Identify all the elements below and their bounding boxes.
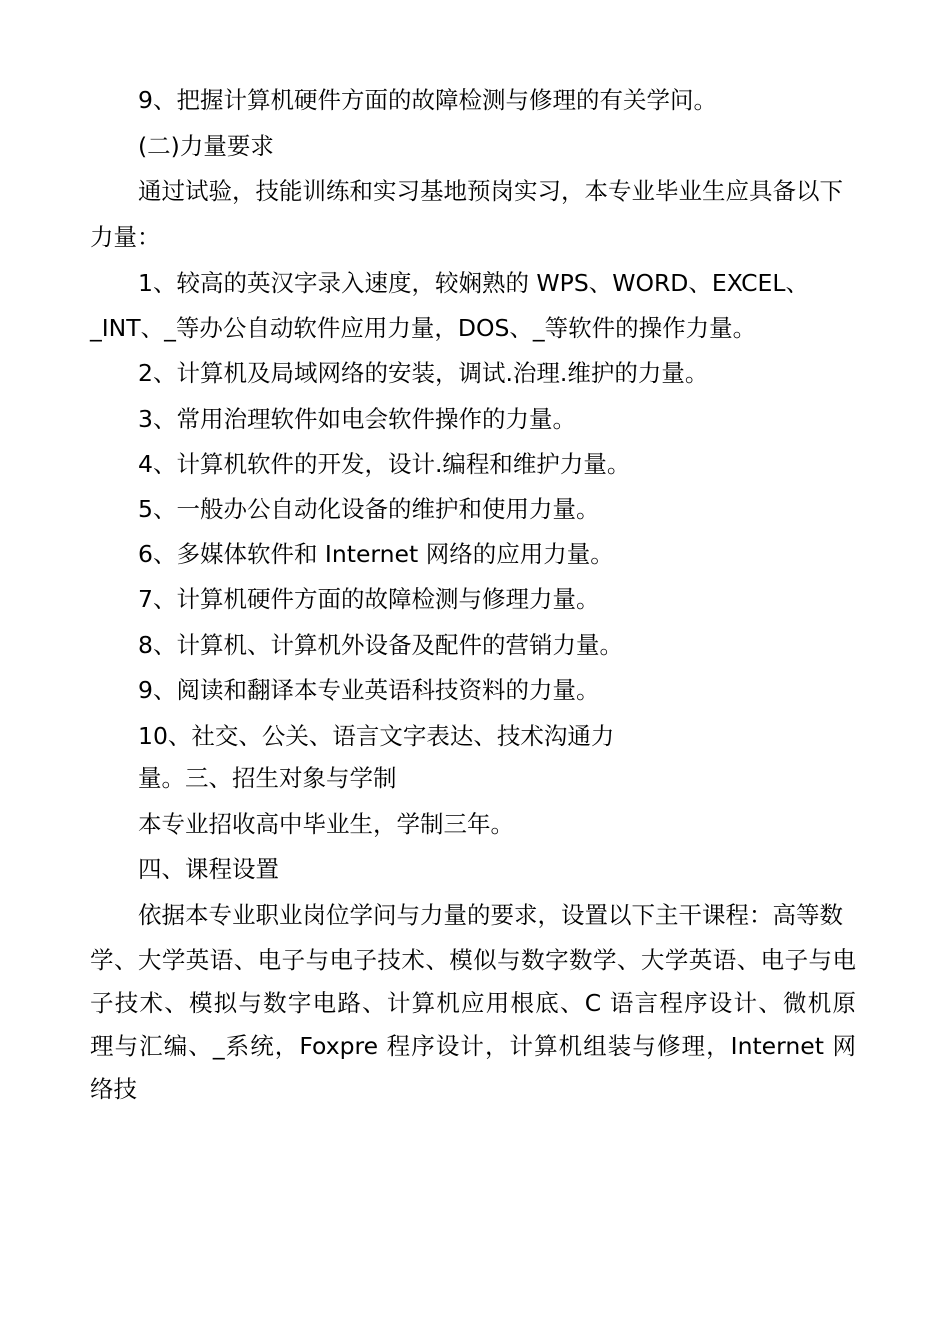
list-item: 1、较高的英汉字录入速度，较娴熟的 WPS、WORD、EXCEL、	[138, 269, 809, 297]
list-item: 5、一般办公自动化设备的维护和使用力量。	[138, 495, 600, 523]
text-line: 学、大学英语、电子与电子技术、模似与数字数学、大学英语、电子与电	[90, 946, 856, 974]
list-item: 9、阅读和翻译本专业英语科技资料的力量。	[138, 676, 600, 704]
text-line: 络技	[90, 1075, 137, 1103]
text-line: _INT、_等办公自动软件应用力量，DOS、_等软件的操作力量。	[90, 314, 757, 342]
list-item: 10、社交、公关、语言文字表达、技术沟通力	[138, 722, 615, 750]
list-item: 7、计算机硬件方面的故障检测与修理力量。	[138, 585, 600, 613]
list-item: 8、计算机、计算机外设备及配件的营销力量。	[138, 631, 623, 659]
section-heading: 量。三、招生对象与学制	[138, 764, 397, 792]
list-item: 4、计算机软件的开发，设计.编程和维护力量。	[138, 450, 631, 478]
text-line: 子技术、模拟与数字电路、计算机应用根底、C 语言程序设计、微机原	[90, 989, 856, 1017]
text-line: 理与汇编、_系统，Foxpre 程序设计，计算机组装与修理，Internet 网	[90, 1032, 856, 1060]
section-heading: (二)力量要求	[138, 132, 274, 160]
text-line: 本专业招收高中毕业生，学制三年。	[138, 810, 514, 838]
section-heading: 四、课程设置	[138, 855, 279, 883]
list-item: 2、计算机及局域网络的安装，调试.治理.维护的力量。	[138, 359, 709, 387]
list-item: 3、常用治理软件如电会软件操作的力量。	[138, 405, 576, 433]
text-line: 通过试验，技能训练和实习基地预岗实习，本专业毕业生应具备以下	[138, 177, 843, 205]
text-line: 9、把握计算机硬件方面的故障检测与修理的有关学问。	[138, 86, 717, 114]
text-line: 依据本专业职业岗位学问与力量的要求，设置以下主干课程：高等数	[138, 901, 843, 929]
list-item: 6、多媒体软件和 Internet 网络的应用力量。	[138, 540, 614, 568]
text-line: 力量：	[90, 223, 161, 251]
